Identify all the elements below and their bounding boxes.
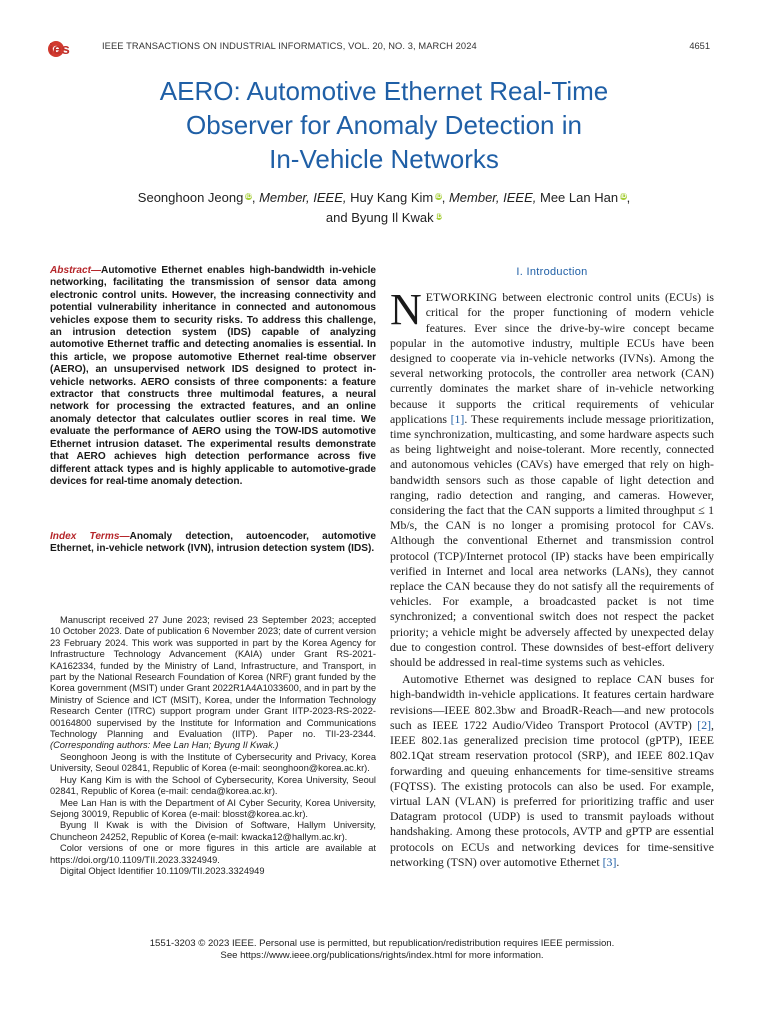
footnote-affiliation: Seonghoon Jeong is with the Institute of Cybersecurity and Privacy, Korea University, Seoul 02841, Republic of Korea (e-mail: seonghoon@korea.ac.kr). [50,751,376,774]
svg-text:ies: ies [49,41,70,58]
index-terms [50,531,376,556]
title-line-2: Observer for Anomaly Detection in [186,110,582,140]
intro-paragraph-1: NETWORKING between electronic control units (ECUs) is critical for the proper functioning of modern vehicle features. Ever since the drive-by-wire concept became popular in the automotive industry, multiple ECUs have been designed to cooperate via in-vehicle networks (IVNs). Among the several networking protocols, the controller area network (CAN) currently dominates the market share of in-vehicle networking because it supports the critical requirements of vehicular applications [1]. These requirements include message prioritization, time synchronization, multicasting, and some hardware aspects such as being lightweight and noise-tolerant. More recently, connected and autonomous vehicles (CAVs) have emerged that rely on high-bandwidth sensors such as those capable of light detection and ranging, radio detection and ranging, and cameras. However, considering the fact that the CAN supports a limited throughput ≤ 1 Mb/s, the CAN is no longer a promising protocol for CAVs. Although the conventional Ethernet and transmission control protocol (TCP)/Internet protocol (IP) stacks have been empirically verified in Internet and local area networks (LANs), they cannot replace the CAN because they do not satisfy all the requirements of vehicles. For example, a broadcasted packet is not time synchronized; a conventional switch does not respect the packet priority; a vehicle might be adversely affected by unexpected delay due to congestion control. These downsides of best-effort delivery should be addressed in real-time systems such as vehicles. [390,285,714,670]
footnote-doi: Digital Object Identifier 10.1109/TII.2023.3324949 [60,865,265,876]
footnote-affiliation: Mee Lan Han is with the Department of AI Cyber Security, Korea University, Sejong 30019, Republic of Korea (e-mail: blosst@korea.ac.kr). [50,797,376,819]
citation-link[interactable]: [1] [450,411,465,426]
author-separator: , [626,190,631,205]
orcid-icon[interactable]: iD [435,193,442,200]
journal-name: IEEE TRANSACTIONS ON INDUSTRIAL INFORMATICS, VOL. 20, NO. 3, MARCH 2024 [102,41,477,51]
paper-title [60,74,708,176]
author-membership: Member, IEEE, [259,190,347,205]
orcid-icon[interactable]: iD [245,193,252,200]
author-name: Seonghoon Jeong [137,190,244,205]
footnote-affiliation: Byung Il Kwak is with the Division of Software, Hallym University, Chuncheon 24252, Republic of Korea (e-mail: kwacka12@hallym.ac.kr). [50,820,376,842]
copyright-line: 1551-3203 © 2023 IEEE. Personal use is permitted, but republication/redistribution requires IEEE permission. [149,938,615,949]
section-heading: I. Introduction [516,266,588,278]
index-terms-text: Anomaly detection, autoencoder, automotive Ethernet, in-vehicle network (IVN), intrusion detection system (IDS). [50,531,376,555]
rights-link-line: See https://www.ieee.org/publications/rights/index.html for more information. [220,950,544,962]
orcid-icon[interactable]: iD [620,193,627,200]
author-membership: Member, IEEE, [448,190,537,205]
abstract [50,265,376,488]
author-name: Huy Kang Kim [350,190,434,205]
ies-logo-icon [46,38,86,58]
intro-paragraph-2: Automotive Ethernet was designed to replace CAN buses for high-bandwidth in-vehicle applications. It features certain hardware revisions—IEEE 802.3bw and BroadR-Reach—and new protocols such as IEEE 1722 Audio/Video Transport Protocol (AVTP) [2], IEEE 802.1as generalized precision time protocol (gPTP), IEEE 802.1Qat stream reservation protocol (SRP), and IEEE 802.1Qav forwarding and queuing enhancements for time-sensitive streams (FQTSS). The existing protocols can also be used. For example, virtual LAN (VLAN) is preferred for prioritizing traffic and user Datagram protocol (UDP) is used to transmit payloads without handshaking. Among these protocols, AVTP and gPTP are essential protocols on ECUs and networking devices for time-sensitive networking (TSN) over automotive Ethernet [3]. [390,672,714,869]
footnotes [50,615,376,877]
footnote-color-versions: Color versions of one or more figures in this article are available at https://doi.org/10.1109/TII.2023.3324949. [50,843,376,865]
author-name: Mee Lan Han [540,190,619,205]
footnote-manuscript: Manuscript received 27 June 2023; revised 23 September 2023; accepted 10 October 2023. Date of publication 6 November 2023; date of current version 23 February 2024. This work was supported in part by the Korea Agency for Infrastructure Technology Advancement (KAIA) under Grant RS-2021-KA162334, funded by the Ministry of Land, Infrastructure, and Transport, in part by the National Research Foundation of Korea (NRF) grant funded by the Korea government (MSIT) under Grant 2022R1A4A1033600, and in part by the Ministry of Science and ICT (MSIT), Korea, under the Information Technology Research Center (ITRC) support program under Grant IITP-2023-RS-2022-00164800 supervised by the Institute for Information and Communications Technology Planning and Evaluation (IITP). Paper no. TII-23-2344. (Corresponding authors: Mee Lan Han; Byung Il Kwak.) [50,615,376,751]
footnote-affiliation: Huy Kang Kim is with the School of Cybersecurity, Korea University, Seoul 02841, Republic of Korea (e-mail: cenda@korea.ac.kr). [50,774,376,797]
abstract-label: Abstract— [50,265,102,276]
copyright-footer [50,938,714,963]
title-line-1: AERO: Automotive Ethernet Real-Time [159,76,609,106]
author-list: Seonghoon Jeong $^{iD}$, Member, IEEE, Huy Kang Kim $^{iD}$, Member, IEEE, Mee Lan Han $^{iD}$, and Byung Il Kwak $^{iD}$ [137,190,631,225]
citation-link[interactable]: [3] [602,854,617,869]
author-conjunction: and [325,210,348,225]
corresponding-authors: (Corresponding authors: Mee Lan Han; Byung Il Kwak.) [50,740,279,751]
page-header [50,40,710,56]
introduction-section [390,265,714,870]
orcid-icon[interactable]: iD [435,213,443,220]
page-number: 4651 [689,41,710,51]
author-name: Byung Il Kwak [351,210,434,225]
index-terms-label: Index Terms— [50,531,130,542]
drop-cap: N [390,285,422,335]
abstract-text: Automotive Ethernet enables high-bandwidth in-vehicle networking, facilitating the transmission of sensor data among electronic control units. However, the increasing connectivity and potential vulnerability inheritance in connected and autonomous vehicles expose them to security risks. To address this challenge, an intrusion detection system (IDS) capable of analyzing automotive Ethernet traffic and detecting anomalies is essential. In this article, we propose automotive Ethernet real-time observer (AERO), an unsupervised network IDS designed to protect in-vehicle networks. AERO consists of three components: a feature extractor that constructs three multimodal features, a neural network for processing the extracted features, and an online anomaly detector that calculates outlier scores in real time. We evaluate the performance of AERO using the TOW-IDS automotive Ethernet intrusion dataset. The experimental results demonstrate that AERO achieves high detection performance across five different attack types and is highly applicable to automotive-grade devices for real-time anomaly detection. [50,265,376,487]
title-line-3: In-Vehicle Networks [269,144,499,174]
citation-link[interactable]: [2] [697,717,712,732]
